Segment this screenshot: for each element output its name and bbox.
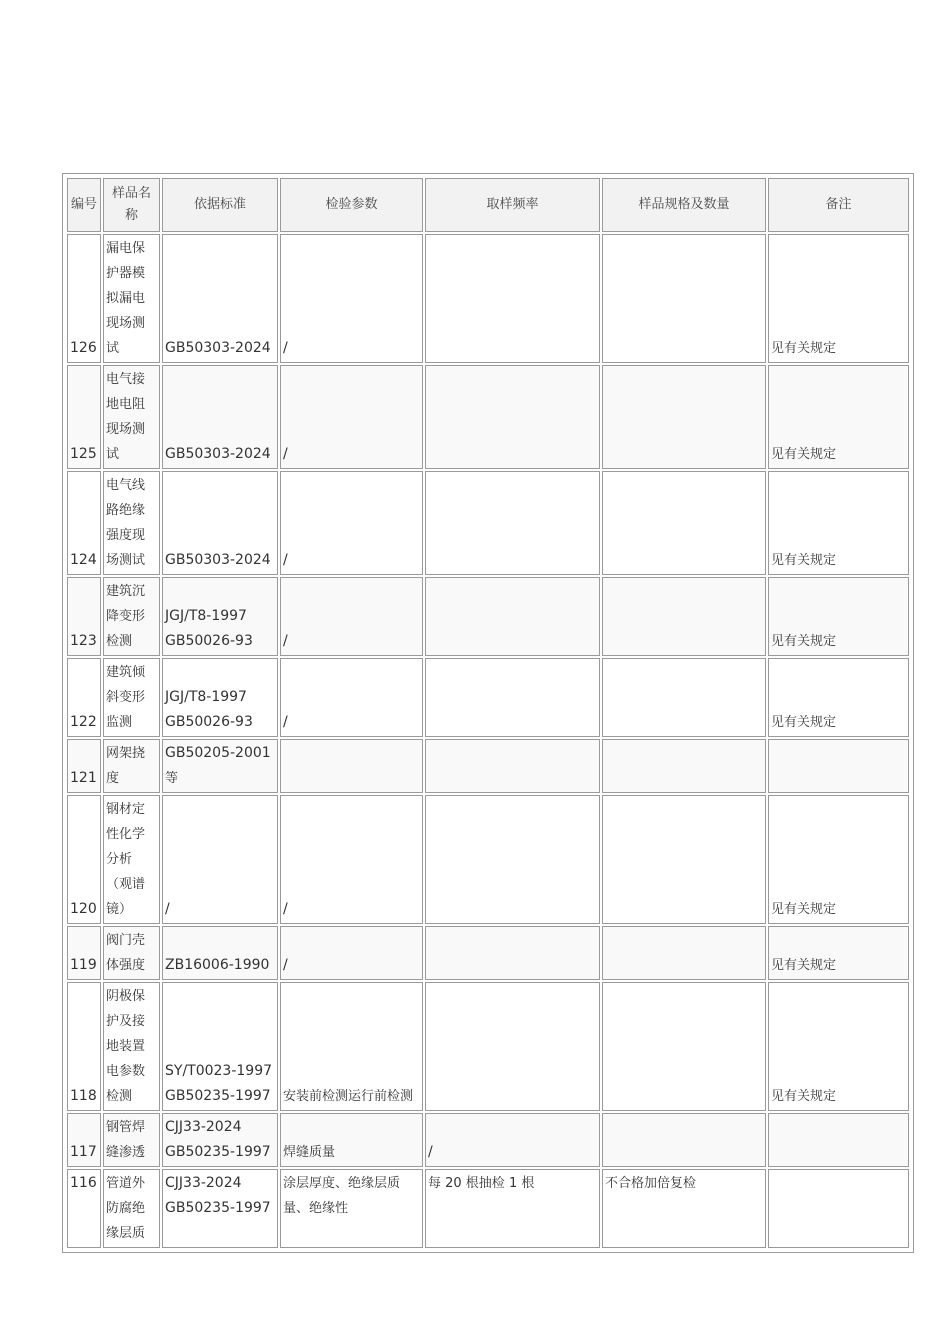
cell-standard	[162, 1113, 278, 1167]
cell-frequency	[425, 795, 600, 924]
table-row	[67, 1169, 909, 1248]
cell-no: 116	[67, 1169, 101, 1248]
inspection-table	[65, 176, 911, 1250]
cell-spec	[602, 471, 766, 575]
cell-standard	[162, 739, 278, 793]
cell-spec	[602, 234, 766, 363]
header-no: 编号	[67, 178, 101, 232]
cell-remark: 见有关规定	[768, 577, 909, 656]
cell-name: 电气线路绝缘强度现场测试	[103, 471, 160, 575]
header-row	[67, 178, 909, 232]
cell-frequency	[425, 982, 600, 1111]
cell-no: 120	[67, 795, 101, 924]
inspection-table-container	[62, 173, 914, 1253]
cell-no: 124	[67, 471, 101, 575]
cell-remark: 见有关规定	[768, 982, 909, 1111]
cell-name: 阀门壳体强度	[103, 926, 160, 980]
cell-remark	[768, 1169, 909, 1248]
cell-params: /	[280, 926, 423, 980]
header-frequency: 取样频率	[425, 178, 600, 232]
standard-line: CJJ33-2024	[165, 1119, 242, 1135]
standard-line: GB50026-93	[165, 633, 253, 649]
cell-standard	[162, 471, 278, 575]
cell-frequency	[425, 739, 600, 793]
cell-name: 建筑倾斜变形监测	[103, 658, 160, 737]
standard-line: GB50303-2024	[165, 446, 271, 462]
standard-line: 等	[165, 771, 179, 786]
table-row	[67, 1113, 909, 1167]
cell-standard	[162, 577, 278, 656]
cell-name: 网架挠度	[103, 739, 160, 793]
cell-no: 122	[67, 658, 101, 737]
cell-remark: 见有关规定	[768, 471, 909, 575]
cell-standard	[162, 365, 278, 469]
cell-params: 安装前检测运行前检测	[280, 982, 423, 1111]
cell-spec	[602, 365, 766, 469]
table-row	[67, 234, 909, 363]
cell-spec	[602, 577, 766, 656]
cell-frequency	[425, 658, 600, 737]
standard-line: /	[165, 901, 170, 917]
cell-remark: 见有关规定	[768, 926, 909, 980]
header-params: 检验参数	[280, 178, 423, 232]
cell-params: /	[280, 234, 423, 363]
cell-standard	[162, 234, 278, 363]
cell-standard	[162, 1169, 278, 1248]
cell-name: 钢材定性化学分析（观谱镜）	[103, 795, 160, 924]
cell-no: 126	[67, 234, 101, 363]
cell-no: 121	[67, 739, 101, 793]
standard-line: SY/T0023-1997	[165, 1063, 273, 1079]
standard-line: GB50235-1997	[165, 1088, 271, 1104]
cell-spec	[602, 739, 766, 793]
cell-frequency: /	[425, 1113, 600, 1167]
cell-no: 119	[67, 926, 101, 980]
cell-name: 阴极保护及接地装置电参数检测	[103, 982, 160, 1111]
table-row	[67, 658, 909, 737]
table-row	[67, 739, 909, 793]
header-remark: 备注	[768, 178, 909, 232]
standard-line: JGJ/T8-1997	[165, 689, 247, 705]
cell-name: 管道外防腐绝缘层质	[103, 1169, 160, 1248]
standard-line: GB50205-2001	[165, 745, 271, 761]
table-row	[67, 471, 909, 575]
cell-params: /	[280, 795, 423, 924]
standard-line: GB50303-2024	[165, 552, 271, 568]
standard-line: CJJ33-2024	[165, 1175, 242, 1191]
cell-params: 焊缝质量	[280, 1113, 423, 1167]
cell-spec	[602, 926, 766, 980]
cell-remark	[768, 739, 909, 793]
cell-frequency	[425, 926, 600, 980]
cell-frequency	[425, 577, 600, 656]
cell-params	[280, 739, 423, 793]
standard-line: GB50235-1997	[165, 1144, 271, 1160]
cell-name: 建筑沉降变形检测	[103, 577, 160, 656]
table-row	[67, 982, 909, 1111]
cell-remark: 见有关规定	[768, 365, 909, 469]
cell-params: /	[280, 365, 423, 469]
cell-name: 电气接地电阻现场测试	[103, 365, 160, 469]
cell-params: /	[280, 471, 423, 575]
table-row	[67, 926, 909, 980]
cell-name: 漏电保护器模拟漏电现场测试	[103, 234, 160, 363]
cell-no: 117	[67, 1113, 101, 1167]
cell-spec	[602, 795, 766, 924]
cell-no: 123	[67, 577, 101, 656]
header-name: 样品名称	[103, 178, 160, 232]
standard-line: GB50026-93	[165, 714, 253, 730]
table-row	[67, 795, 909, 924]
cell-frequency: 每 20 根抽检 1 根	[425, 1169, 600, 1248]
cell-standard	[162, 926, 278, 980]
table-row	[67, 365, 909, 469]
cell-remark: 见有关规定	[768, 658, 909, 737]
standard-line: GB50303-2024	[165, 340, 271, 356]
cell-no: 125	[67, 365, 101, 469]
cell-remark: 见有关规定	[768, 234, 909, 363]
cell-remark: 见有关规定	[768, 795, 909, 924]
standard-line: JGJ/T8-1997	[165, 608, 247, 624]
cell-frequency	[425, 365, 600, 469]
cell-spec	[602, 1113, 766, 1167]
cell-params: /	[280, 658, 423, 737]
cell-params: 涂层厚度、绝缘层质量、绝缘性	[280, 1169, 423, 1248]
header-spec: 样品规格及数量	[602, 178, 766, 232]
cell-params: /	[280, 577, 423, 656]
cell-name: 钢管焊缝渗透	[103, 1113, 160, 1167]
cell-spec: 不合格加倍复检	[602, 1169, 766, 1248]
table-row	[67, 577, 909, 656]
cell-no: 118	[67, 982, 101, 1111]
cell-standard	[162, 658, 278, 737]
cell-standard	[162, 795, 278, 924]
cell-frequency	[425, 234, 600, 363]
table-body	[67, 234, 909, 1248]
cell-standard	[162, 982, 278, 1111]
header-standard: 依据标准	[162, 178, 278, 232]
cell-spec	[602, 982, 766, 1111]
cell-frequency	[425, 471, 600, 575]
standard-line: ZB16006-1990	[165, 957, 270, 973]
cell-remark	[768, 1113, 909, 1167]
standard-line: GB50235-1997	[165, 1200, 271, 1216]
cell-spec	[602, 658, 766, 737]
